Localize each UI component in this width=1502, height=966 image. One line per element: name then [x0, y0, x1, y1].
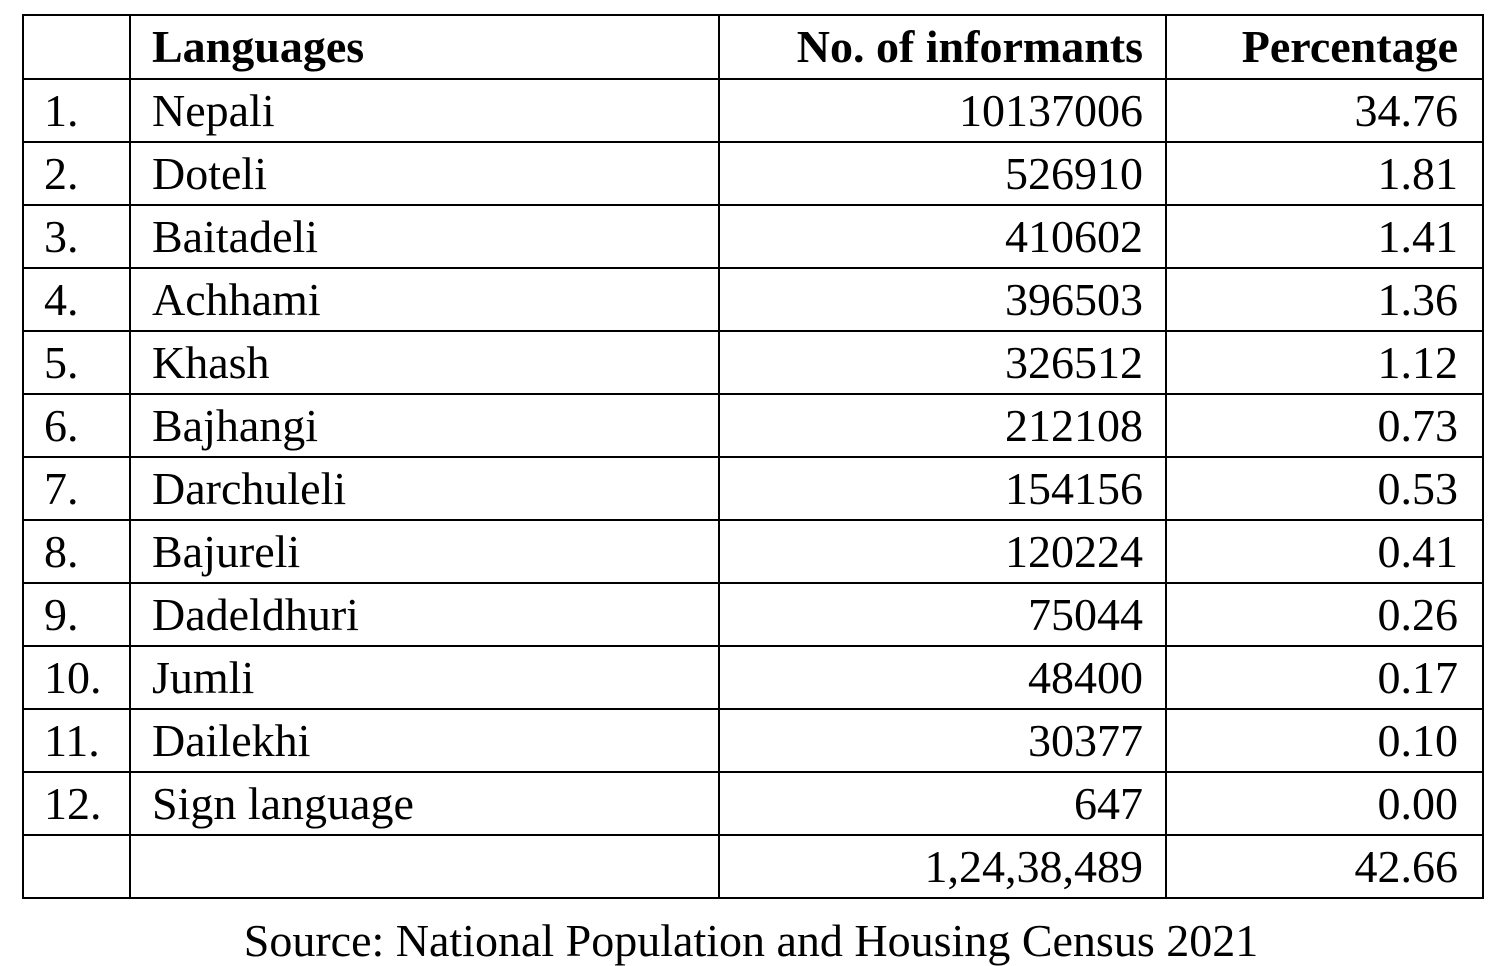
- row-informants: 120224: [719, 520, 1166, 583]
- table-row: [23, 205, 1483, 268]
- row-percentage: 0.41: [1166, 520, 1483, 583]
- row-number: 10.: [23, 646, 130, 709]
- header-informants: No. of informants: [719, 15, 1166, 79]
- row-language: Bajureli: [130, 520, 719, 583]
- table-row: [23, 79, 1483, 142]
- table-row: [23, 772, 1483, 835]
- row-informants: 154156: [719, 457, 1166, 520]
- table-row: [23, 331, 1483, 394]
- table-row: [23, 394, 1483, 457]
- total-percentage: 42.66: [1166, 835, 1483, 898]
- row-percentage: 1.41: [1166, 205, 1483, 268]
- row-number: 4.: [23, 268, 130, 331]
- row-informants: 75044: [719, 583, 1166, 646]
- row-percentage: 0.00: [1166, 772, 1483, 835]
- row-language: Sign language: [130, 772, 719, 835]
- languages-table: [22, 14, 1484, 899]
- row-number: 12.: [23, 772, 130, 835]
- row-language: Dadeldhuri: [130, 583, 719, 646]
- table-row: [23, 268, 1483, 331]
- row-percentage: 1.12: [1166, 331, 1483, 394]
- row-percentage: 1.36: [1166, 268, 1483, 331]
- table-row: [23, 583, 1483, 646]
- row-language: Nepali: [130, 79, 719, 142]
- row-informants: 212108: [719, 394, 1166, 457]
- row-informants: 526910: [719, 142, 1166, 205]
- row-language: Khash: [130, 331, 719, 394]
- total-row: [23, 835, 1483, 898]
- table-row: [23, 142, 1483, 205]
- row-number: 2.: [23, 142, 130, 205]
- row-language: Baitadeli: [130, 205, 719, 268]
- row-percentage: 0.10: [1166, 709, 1483, 772]
- row-language: Darchuleli: [130, 457, 719, 520]
- row-language: Bajhangi: [130, 394, 719, 457]
- row-informants: 30377: [719, 709, 1166, 772]
- row-language: Achhami: [130, 268, 719, 331]
- row-percentage: 0.53: [1166, 457, 1483, 520]
- table-row: [23, 520, 1483, 583]
- total-number: [23, 835, 130, 898]
- row-number: 9.: [23, 583, 130, 646]
- row-percentage: 0.17: [1166, 646, 1483, 709]
- total-informants: 1,24,38,489: [719, 835, 1166, 898]
- total-language: [130, 835, 719, 898]
- row-number: 7.: [23, 457, 130, 520]
- row-informants: 10137006: [719, 79, 1166, 142]
- row-number: 5.: [23, 331, 130, 394]
- table-row: [23, 646, 1483, 709]
- row-informants: 48400: [719, 646, 1166, 709]
- table-row: [23, 457, 1483, 520]
- row-percentage: 1.81: [1166, 142, 1483, 205]
- row-language: Jumli: [130, 646, 719, 709]
- row-language: Dailekhi: [130, 709, 719, 772]
- source-caption: Source: National Population and Housing Census 2021: [243, 915, 1259, 966]
- table-row: [23, 709, 1483, 772]
- row-language: Doteli: [130, 142, 719, 205]
- row-informants: 410602: [719, 205, 1166, 268]
- row-percentage: 0.73: [1166, 394, 1483, 457]
- row-number: 1.: [23, 79, 130, 142]
- header-percentage: Percentage: [1166, 15, 1483, 79]
- row-informants: 326512: [719, 331, 1166, 394]
- row-informants: 396503: [719, 268, 1166, 331]
- row-informants: 647: [719, 772, 1166, 835]
- row-percentage: 0.26: [1166, 583, 1483, 646]
- header-serial-number: [23, 15, 130, 79]
- row-percentage: 34.76: [1166, 79, 1483, 142]
- header-row: [23, 15, 1483, 79]
- header-languages: Languages: [130, 15, 719, 79]
- row-number: 11.: [23, 709, 130, 772]
- row-number: 3.: [23, 205, 130, 268]
- row-number: 6.: [23, 394, 130, 457]
- row-number: 8.: [23, 520, 130, 583]
